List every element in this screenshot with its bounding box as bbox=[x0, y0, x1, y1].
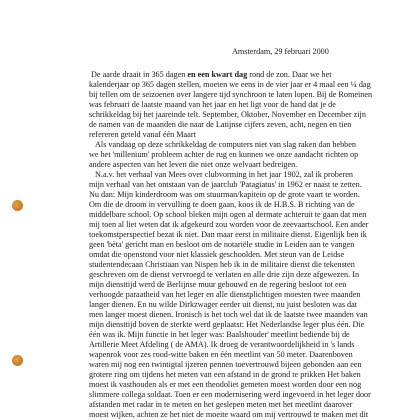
text-line: moest ik vasthouden als er met een theodoliet gemeten moest worden door een nog bbox=[89, 380, 362, 389]
date-line: Amsterdam, 29 februari 2000 bbox=[232, 47, 329, 56]
text-line: toekomstperspectief bezat ik niet. Dan maar eerst in militaire dienst. Eigenlijk ben ik bbox=[89, 230, 367, 239]
text-line: was februari de laatste maand van het jaar en het ligt voor de hand dat je de bbox=[89, 100, 336, 109]
text-line: kalenderjaar op 365 dagen stellen, moeten we eens in de vier jaar er 4 maal een ¼ dag bbox=[89, 80, 371, 89]
text-line: Om die de droom in vervulling te doen gaan, koos ik de H.B.S. B richting van de bbox=[89, 200, 355, 209]
paragraph-1 bbox=[89, 70, 392, 140]
text-line: we het 'millenium' probleem achter de rug en kunnen we onze aandacht richten op bbox=[89, 150, 359, 159]
binder-hole-upper bbox=[12, 200, 23, 211]
text-line: afstanden met radar in te meten en het geslepen meten met het meetlint daarover bbox=[89, 400, 353, 409]
text-line: wapenrok voor zes rood-witte baken en één meetlint van 50 meter. Daarenboven bbox=[89, 350, 353, 359]
text-line: De aarde draait in 365 dagen en een kwart dag rond de zon. Daar we het bbox=[91, 70, 332, 79]
text-line: middelbare school. Op school bleken mijn ogen al dermate achteruit te gaan dat men bbox=[89, 210, 367, 219]
text-line: één was ik. Mijn functie in het leger was: Baalshouder' meetlint bediende bij de bbox=[89, 330, 350, 339]
text-line: geen 'bèta' gericht man en besloot om de notariële studie in Leiden aan te vangen bbox=[89, 240, 355, 249]
text-line: moest wijken, achten ze het niet de moeite waard om mij vertrouwd te maken met dit bbox=[89, 410, 369, 419]
text-line: Artillerie Meet Afdeling ( de AMA). Ik droeg de verantwoordelijkheid in 's lands bbox=[89, 340, 355, 349]
text-line: verhoogde paraatheid van het leger en alle dienstplichtigen moesten twee maanden bbox=[89, 290, 361, 299]
text-line: Nu dan: Mijn kinderdroom was om stuurman/kapitein op de grote vaart te worden. bbox=[89, 190, 360, 199]
text-line: Als vandaag op deze schrikkeldag de computers niet van slag raken dan hebben bbox=[95, 140, 356, 149]
text-line: mij toen al liet weten dat ik afgekeurd zou worden voor de zeevaartschool. Een ander bbox=[89, 220, 369, 229]
text-line: grotere ring om tijdens het meten van een afstand in de grond te prikken Het baken bbox=[89, 370, 361, 379]
text-line: studentendecaan Christiaan van Nispen heb ik in de militaire dienst die tekensten bbox=[89, 260, 355, 269]
text-line: slimmere collega soldaat. Toen er een modernisering werd ingevoerd in het leger door bbox=[89, 390, 371, 399]
paragraph-2 bbox=[89, 140, 392, 420]
text-line: geschreven om de dienst vervroegd te verlaten en alle drie zijn deze afgewezen. In bbox=[89, 270, 360, 279]
text-line: mijn verhaal van het ontstaan van de jaarclub 'Patagiatus' in 1962 er naast te zetten. bbox=[89, 180, 362, 189]
text-line: langer dienen. En nu wilde Dirkzwager eerder uit dienst, nu juist besloten was dat bbox=[89, 300, 358, 309]
text-line: men langer moest dienen. Ironisch is het toch wel dat ik de laatste twee maanden van bbox=[89, 310, 368, 319]
text-line: andere aspecten van het leven die niet onze welvaart bedreigen. bbox=[89, 160, 298, 169]
text-line: mijn diensttijd werd de Berlijnse muur gebouwd en de regering besloot tot een bbox=[89, 280, 347, 289]
text-line: omdat die openstond voor niet klassiek geschoolden. Met steun van de Leidse bbox=[89, 250, 345, 259]
text-line: refereren geteld vanaf één Maart bbox=[89, 130, 196, 139]
text-line: mijn diensttijd boven de sterkte werd geplaatst: Het Nederlandse leger plus één. Die bbox=[89, 320, 365, 329]
binder-hole-lower bbox=[12, 355, 23, 366]
text-line: N.a.v. het verhaal van Mees over clubvorming in het jaar 1902, zal ik proberen bbox=[95, 170, 353, 179]
text-line: bij tellen om de seizoenen over langere tijd synchroon te laten lopen. Bij de Romeinen bbox=[89, 90, 373, 99]
letter-body bbox=[89, 70, 392, 420]
text-line: de namen van de maanden die naar de Latijnse cijfers zeven, acht, negen en tien bbox=[89, 120, 352, 129]
text-line: waren mij nog een twintigtal ijzeren pennen toevertrouwd bijeen gebonden aan een bbox=[89, 360, 362, 369]
text-line: schrikkeldag bij het jaareinde telt. September, Oktober, November en December zijn bbox=[89, 110, 366, 119]
